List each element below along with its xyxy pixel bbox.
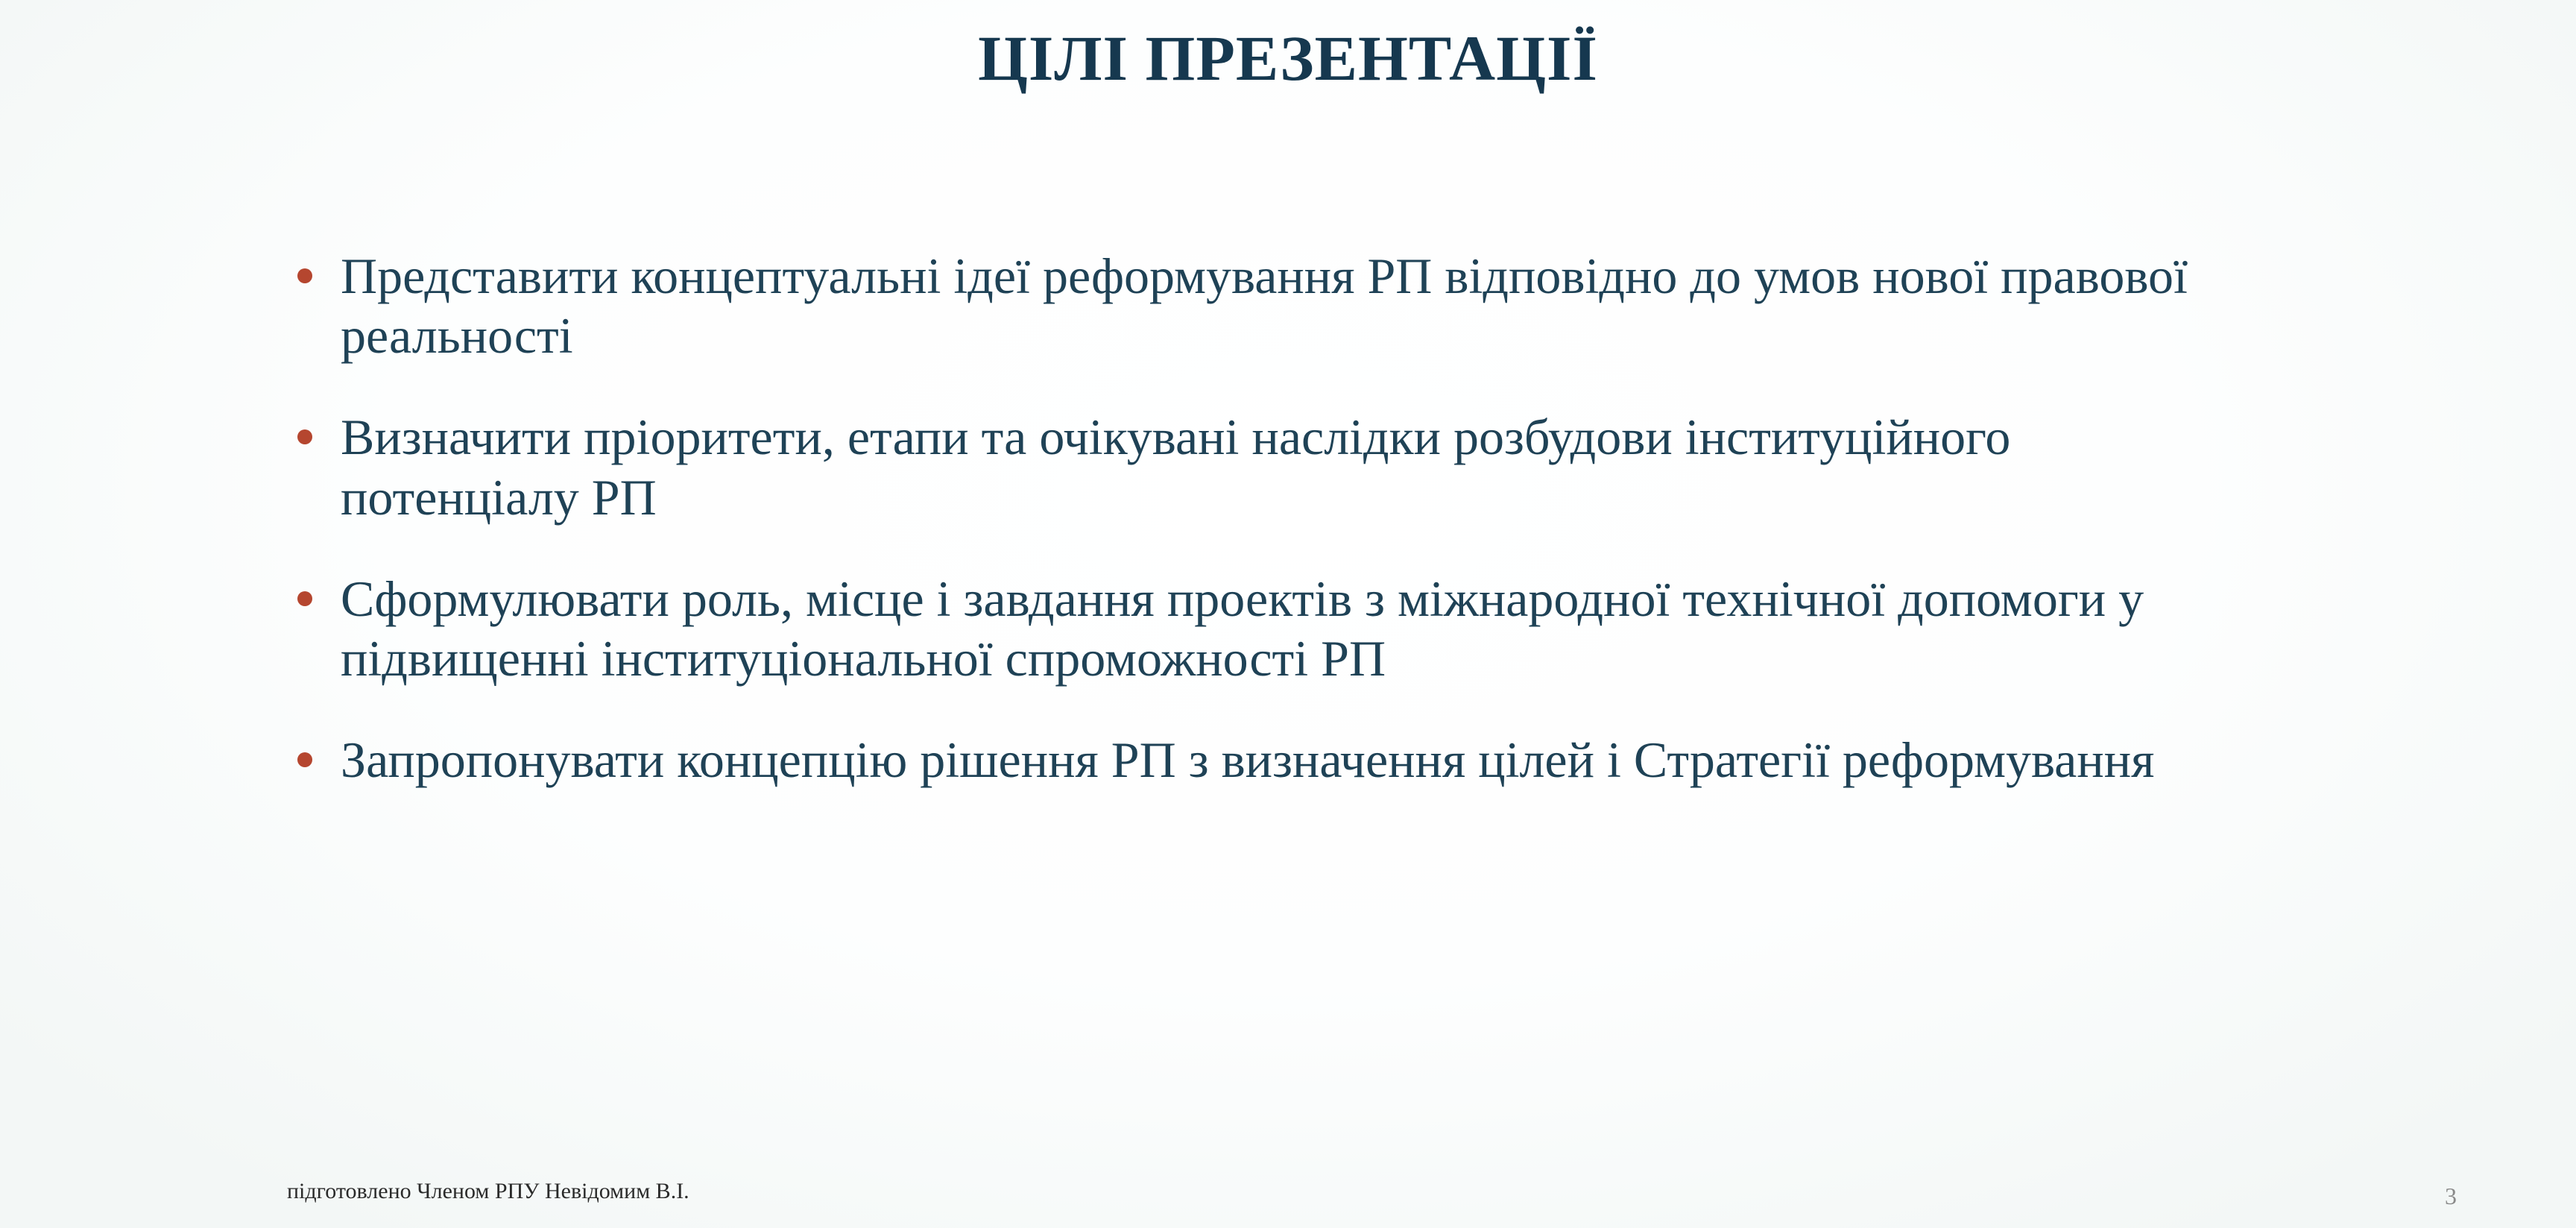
page-title: ЦІЛІ ПРЕЗЕНТАЦІЇ (978, 22, 1598, 94)
list-item (287, 407, 2195, 526)
list-item-text: Визначити пріоритети, етапи та очікувані наслідки розбудови інституційного потенціалу РП (341, 409, 2011, 526)
bullet-list (287, 246, 2195, 790)
list-item (287, 730, 2195, 790)
list-item-text: Сформулювати роль, місце і завдання проектів з міжнародної технічної допомоги у підвищенні інституціональної спроможності РП (341, 570, 2144, 687)
bullet-dot-icon (297, 429, 312, 444)
footer-note: підготовлено Членом РПУ Невідомим В.І. (287, 1179, 689, 1203)
list-item (287, 246, 2195, 365)
list-item-text: Запропонувати концепцію рішення РП з визначення цілей і Стратегії реформування (341, 731, 2155, 789)
bullet-dot-icon (297, 591, 312, 606)
page-number: 3 (2445, 1183, 2457, 1209)
list-item-text: Представити концептуальні ідеї реформування РП відповідно до умов нової правової реальності (341, 248, 2188, 365)
bullet-dot-icon (297, 268, 312, 283)
bullet-dot-icon (297, 752, 312, 767)
list-item (287, 569, 2195, 688)
